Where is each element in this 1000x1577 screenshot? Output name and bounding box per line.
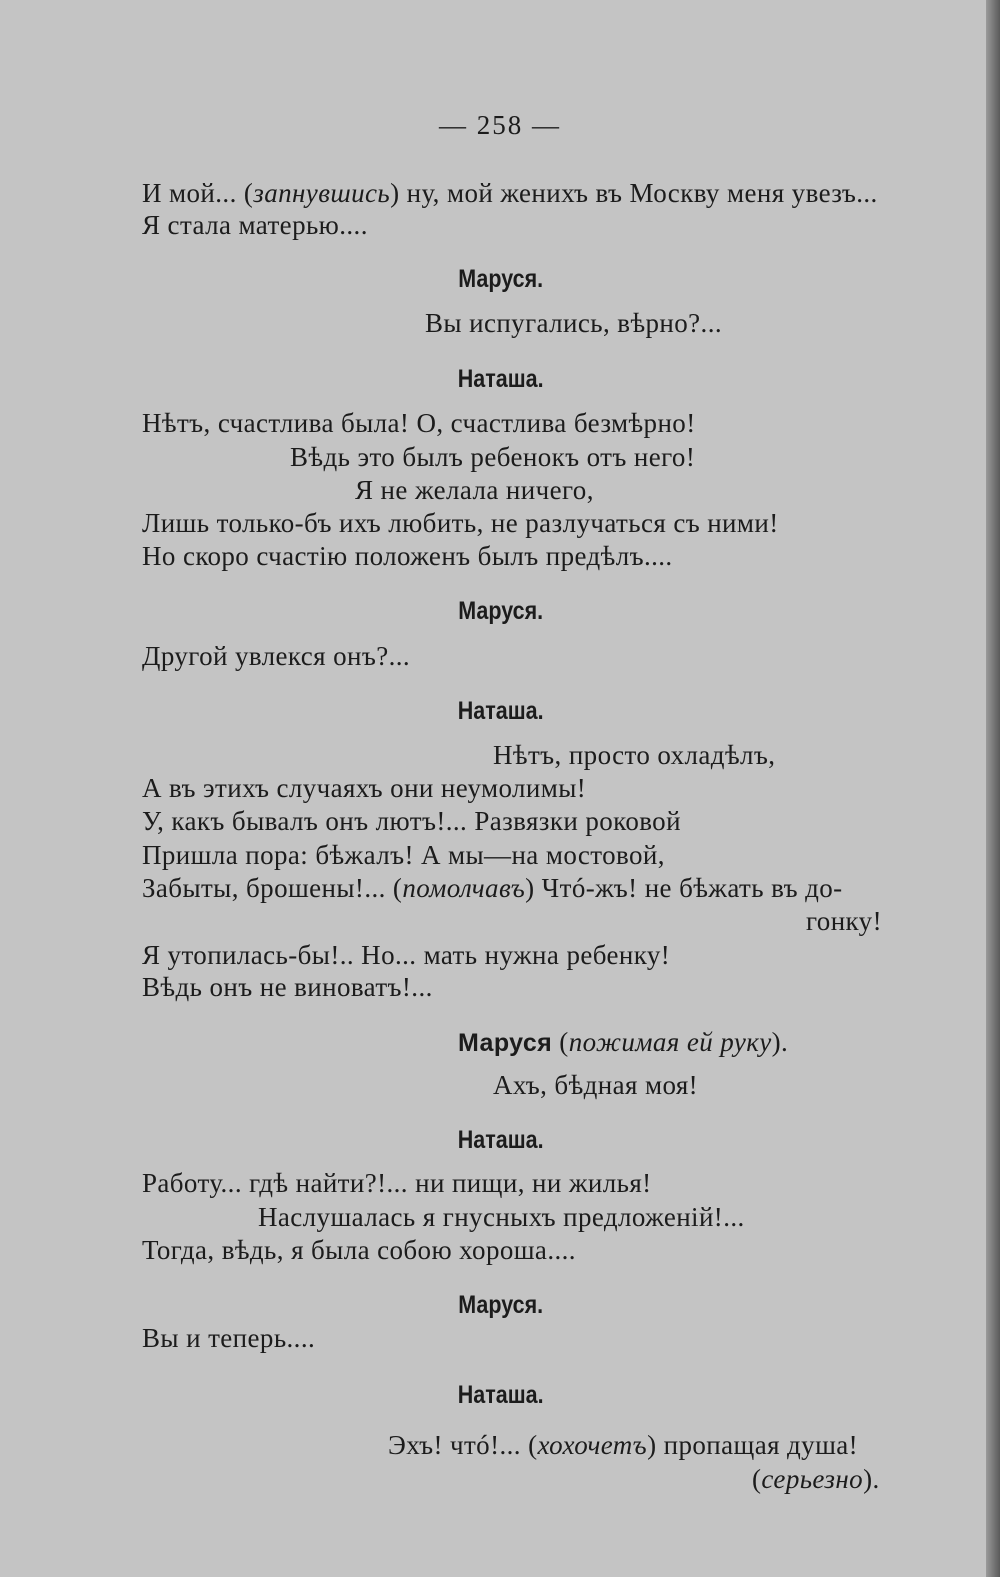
- text-span: ) Чтó-жъ! не бѣжать въ до-: [525, 873, 843, 903]
- speaker-name: Маруся.: [458, 265, 544, 293]
- text-line: Работу... гдѣ найти?!... ни пищи, ни жилья!: [142, 1168, 652, 1198]
- text-line: А въ этихъ случаяхъ они неумолимы!: [142, 773, 587, 803]
- text-line: Нѣтъ, счастлива была! О, счастлива безмѣрно!: [142, 408, 696, 438]
- text-line: Пришла пора: бѣжалъ! А мы—на мостовой,: [142, 840, 665, 870]
- text-line: У, какъ бывалъ онъ лютъ!... Развязки роковой: [142, 806, 681, 836]
- speaker-name: Маруся.: [458, 1291, 544, 1319]
- stage-direction: хохочетъ: [537, 1430, 648, 1460]
- text-line: Вы и теперь....: [142, 1323, 316, 1353]
- text-line: Нѣтъ, просто охладѣлъ,: [493, 740, 776, 770]
- text-line: Ахъ, бѣдная моя!: [493, 1070, 699, 1100]
- text-span: Эхъ! чтó!... (: [388, 1430, 538, 1460]
- page-number: — 258 —: [439, 110, 561, 140]
- text-line: Но скоро счастію положенъ былъ предѣлъ....: [142, 541, 673, 571]
- text-line: (серьезно).: [752, 1464, 880, 1494]
- stage-direction: запнувшись: [253, 178, 391, 208]
- text-line: Вѣдь это былъ ребенокъ отъ него!: [290, 442, 696, 472]
- text-span: И мой... (: [142, 178, 254, 208]
- text-line: Вы испугались, вѣрно?...: [425, 308, 722, 338]
- stage-direction: помолчавъ: [402, 873, 526, 903]
- speaker-name: Маруся: [458, 1029, 553, 1057]
- speaker-name: Наташа.: [457, 697, 544, 725]
- text-span: Забыты, брошены!... (: [142, 873, 403, 903]
- text-line: Я не желала ничего,: [355, 475, 594, 505]
- speaker-name: Наташа.: [457, 365, 544, 393]
- stage-direction: серьезно: [761, 1464, 864, 1494]
- stage-direction: пожимая ей руку: [568, 1027, 772, 1057]
- speaker-name: Наташа.: [457, 1381, 544, 1409]
- text-line: Лишь только-бъ ихъ любить, не разлучаться съ ними!: [142, 508, 779, 538]
- text-line: [142, 178, 878, 208]
- text-span: ) пропащая душа!: [647, 1430, 859, 1460]
- speaker-name: Маруся.: [458, 597, 544, 625]
- text-line: Вѣдь онъ не виноватъ!...: [142, 972, 433, 1002]
- text-line: Наслушалась я гнусныхъ предложеній!...: [258, 1202, 745, 1232]
- speaker-with-direction: Маруся (пожимая ей руку).: [458, 1027, 789, 1057]
- page-edge-shadow: [986, 0, 1000, 1577]
- text-line: [388, 1430, 858, 1460]
- text-line: гонку!: [806, 906, 882, 936]
- text-line: [142, 873, 843, 903]
- speaker-name: Наташа.: [457, 1126, 544, 1154]
- text-span: ) ну, мой женихъ въ Москву меня увезъ...: [390, 178, 878, 208]
- text-line: Я утопилась-бы!.. Но... мать нужна ребенку!: [142, 940, 671, 970]
- text-line: Другой увлекся онъ?...: [142, 641, 411, 671]
- text-line: Я стала матерью....: [142, 210, 368, 240]
- text-line: Тогда, вѣдь, я была собою хороша....: [142, 1235, 576, 1265]
